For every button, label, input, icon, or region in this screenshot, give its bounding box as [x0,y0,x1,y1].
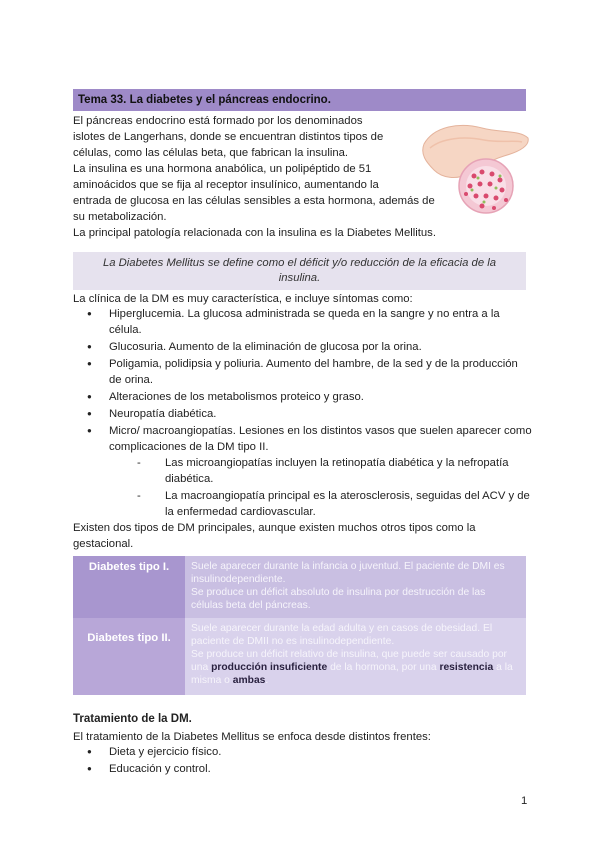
bold-term: producción insuficiente [211,662,328,673]
type-label: Diabetes tipo II. [73,618,185,695]
diabetes-types-table [73,556,526,695]
intro-line: células, como las células beta, que fabrican la insulina. [73,147,349,159]
intro-line: su metabolización. [73,211,167,223]
list-item: ● Hiperglucemia. La glucosa administrada se queda en la sangre y no entra a la célula. [73,306,533,338]
list-item: ● Poligamia, polidipsia y poliuria. Aumento del hambre, de la sed y de la producción de orina. [73,356,533,388]
sub-list-item: - Las microangiopatías incluyen la retinopatía diabética y la nefropatía diabética. [127,455,533,487]
list-item: ● Glucosuria. Aumento de la eliminación de glucosa por la orina. [73,339,533,355]
page-number: 1 [521,795,528,807]
text-span: a la misma o [191,662,513,686]
type-text [191,648,520,687]
list-item: ● Educación y control. [73,761,221,777]
text-span: Se produce un déficit relativo de insulina, que puede ser causado por una [191,649,507,673]
treatment-list [73,744,221,778]
type-label: Diabetes tipo I. [73,556,185,618]
treatment-title: Tratamiento de la DM. [73,713,192,725]
intro-line: La insulina es una hormona anabólica, un polipéptido de 51 [73,163,372,175]
table-row [73,556,526,618]
definition-box: La Diabetes Mellitus se define como el déficit y/o reducción de la eficacia de la insulina. [73,252,526,290]
bold-term: ambas [232,675,266,686]
list-item-text: Micro/ macroangiopatías. Lesiones en los distintos vasos que suelen aparecer como complicaciones de la DM tipo II. [109,425,532,453]
type-description [185,556,526,618]
bold-term: resistencia [439,662,494,673]
symptoms-list [73,306,533,521]
list-item [73,423,533,520]
intro-paragraph [73,113,473,241]
intro-line: El páncreas endocrino está formado por los denominados [73,115,363,127]
topic-title: Tema 33. La diabetes y el páncreas endocrino. [73,89,526,111]
clinic-intro: La clínica de la DM es muy característica, e incluye síntomas como: [73,293,413,305]
text-span: . [265,675,269,686]
pancreas-illustration [420,116,532,216]
text-span: de la hormona, por una [330,662,437,673]
sub-list-item: - La macroangiopatía principal es la aterosclerosis, seguidas del ACV y de la enfermedad cardiovascular. [127,488,533,520]
intro-line: entrada de glucosa en las células sensibles a esta hormona, además de [73,195,435,207]
treatment-intro: El tratamiento de la Diabetes Mellitus se enfoca desde distintos frentes: [73,731,431,743]
list-item: ● Alteraciones de los metabolismos proteico y graso. [73,389,533,405]
type-text: Se produce un déficit absoluto de insulina por destrucción de las células beta del páncreas. [191,587,486,611]
sub-list [109,455,533,520]
type-text: Suele aparecer durante la infancia o juventud. El paciente de DMI es insulinodependiente. [191,561,505,585]
table-row [73,618,526,695]
intro-line: La principal patología relacionada con la insulina es la Diabetes Mellitus. [73,227,436,239]
intro-line: aminoácidos que se fija al receptor insulínico, aumentando la [73,179,379,191]
intro-line: islotes de Langerhans, donde se encuentran distintos tipos de [73,131,384,143]
type-text: Suele aparecer durante la edad adulta y en casos de obesidad. El paciente de DMII no es insulinodependiente. [191,623,493,647]
list-item: ● Neuropatía diabética. [73,406,533,422]
types-intro: Existen dos tipos de DM principales, aunque existen muchos otros tipos como la gestacional. [73,522,476,550]
type-description [185,618,526,695]
list-item: ● Dieta y ejercicio físico. [73,744,221,760]
